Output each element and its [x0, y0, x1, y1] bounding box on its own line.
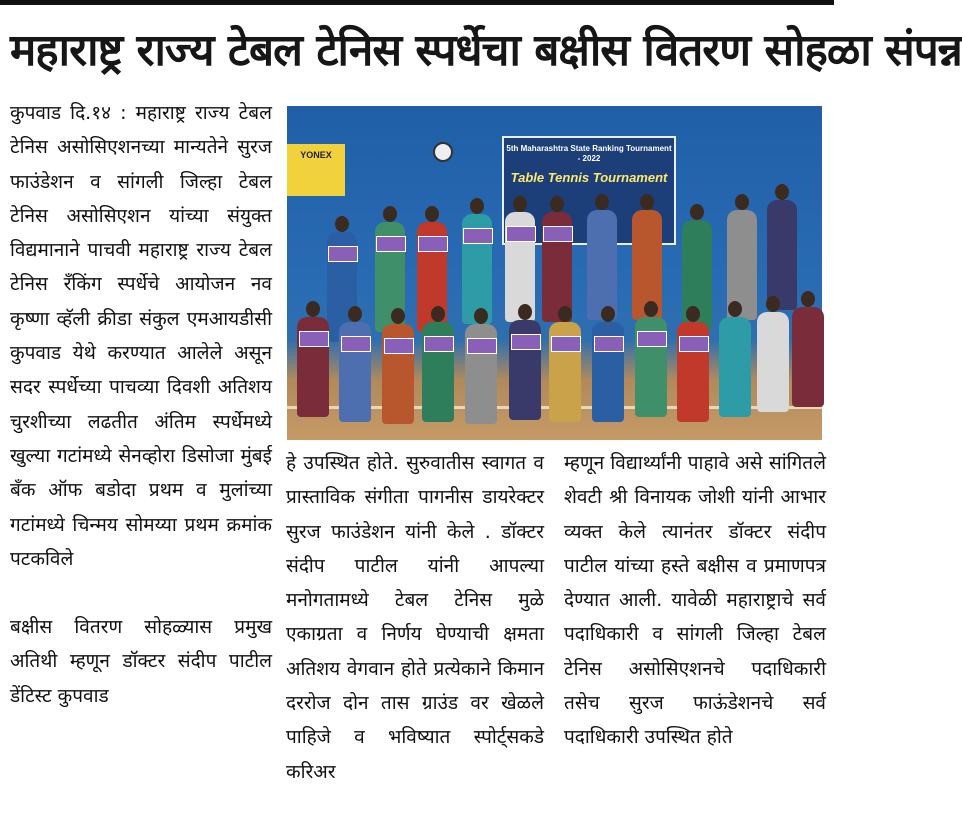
article-column-2: [286, 446, 544, 789]
certificate: [463, 228, 493, 244]
person-head: [601, 306, 615, 322]
person-head: [558, 306, 572, 322]
headline: महाराष्ट्र राज्य टेबल टेनिस स्पर्धेचा बक्षीस वितरण सोहळा संपन्न: [10, 25, 962, 76]
person-head: [335, 216, 349, 232]
person-head: [518, 304, 532, 320]
person-head: [644, 301, 658, 317]
article-paragraph: कुपवाड दि.१४ : महाराष्ट्र राज्य टेबल टेनिस असोसिएशनच्या मान्यतेने सुरज फाउंडेशन व सांगली जिल्हा टेबल टेनिस असोसिएशन यांच्या संयुक्त विद्यमानाने पाचवी महाराष्ट्र राज्य टेबल टेनिस रँकिंग स्पर्धेचे आयोजन नव कृष्णा व्हॅली क्रीडा संकुल एमआयडीसी कुपवाड येथे करण्यात आलेले असून सदर स्पर्धेच्या पाचव्या दिवशी अतिशय चुरशीच्या लढतीत अंतिम स्पर्धेमध्ये खुल्या गटांमध्ये सेनव्होरा डिसोजा मुंबई बँक ऑफ बडोदा प्रथम व मुलांच्या गटांमध्ये चिन्मय सोमय्या प्रथम क्रमांक पटकविले: [10, 102, 272, 570]
certificate: [511, 334, 541, 350]
article-column-3: [564, 446, 826, 755]
person-head: [775, 184, 789, 200]
certificate: [637, 331, 667, 347]
certificate: [506, 226, 536, 242]
person-head: [431, 306, 445, 322]
certificate: [376, 236, 406, 252]
certificate: [594, 336, 624, 352]
certificate: [467, 338, 497, 354]
person-figure: [757, 312, 789, 412]
person-head: [595, 194, 609, 210]
person-head: [306, 301, 320, 317]
person-head: [728, 301, 742, 317]
article-paragraph: म्हणून विद्यार्थ्यांनी पाहावे असे सांगितले शेवटी श्री विनायक जोशी यांनी आभार व्यक्त केले त्यानंतर डॉक्टर संदीप पाटील यांच्या हस्ते बक्षीस व प्रमाणपत्र देण्यात आली. यावेळी महाराष्ट्राचे सर्व पदाधिकारी व सांगली जिल्हा टेबल टेनिस असोसिएशनचे पदाधिकारी तसेच सुरज फाऊंडेशनचे सर्व पदाधिकारी उपस्थित होते: [564, 452, 826, 749]
person-head: [766, 296, 780, 312]
article-paragraph: बक्षीस वितरण सोहळ्यास प्रमुख अतिथी म्हणून डॉक्टर संदीप पाटील डेंटिस्ट कुपवाड: [10, 616, 272, 707]
certificate: [543, 226, 573, 242]
top-rule: [0, 0, 834, 5]
person-figure: [719, 317, 751, 417]
person-head: [686, 306, 700, 322]
certificate: [384, 338, 414, 354]
person-head: [425, 206, 439, 222]
person-head: [735, 194, 749, 210]
person-figure: [767, 200, 797, 310]
banner-title: Table Tennis Tournament: [510, 170, 668, 185]
article-column-1: [10, 96, 272, 713]
certificate: [679, 336, 709, 352]
person-head: [690, 204, 704, 220]
person-head: [391, 308, 405, 324]
person-head: [640, 194, 654, 210]
award-ceremony-photo: [287, 106, 822, 440]
person-figure: [587, 210, 617, 320]
person-figure: [792, 307, 824, 407]
wall-clock-icon: [433, 142, 453, 162]
certificate: [418, 236, 448, 252]
person-head: [348, 306, 362, 322]
person-head: [513, 196, 527, 212]
banner-line: 5th Maharashtra State Ranking Tournament - 2022: [506, 144, 672, 163]
certificate: [299, 331, 329, 347]
certificate: [551, 336, 581, 352]
person-head: [801, 291, 815, 307]
sponsor-sign: YONEX: [287, 144, 345, 196]
person-head: [474, 308, 488, 324]
person-head: [550, 196, 564, 212]
article-paragraph: हे उपस्थित होते. सुरुवातीस स्वागत व प्रास्ताविक संगीता पागनीस डायरेक्टर सुरज फाउंडेशन यांनी केले . डॉक्टर संदीप पाटील यांनी आपल्या मनोगतामध्ये टेबल टेनिस मुळे एकाग्रता व निर्णय घेण्याची क्षमता अतिशय वेगवान होते प्रत्येकाने किमान दररोज दोन तास ग्राउंड वर खेळले पाहिजे व भविष्यात स्पोर्ट्सकडे करिअर: [286, 452, 544, 783]
certificate: [341, 336, 371, 352]
certificate: [424, 336, 454, 352]
person-head: [383, 206, 397, 222]
person-head: [470, 198, 484, 214]
certificate: [328, 246, 358, 262]
